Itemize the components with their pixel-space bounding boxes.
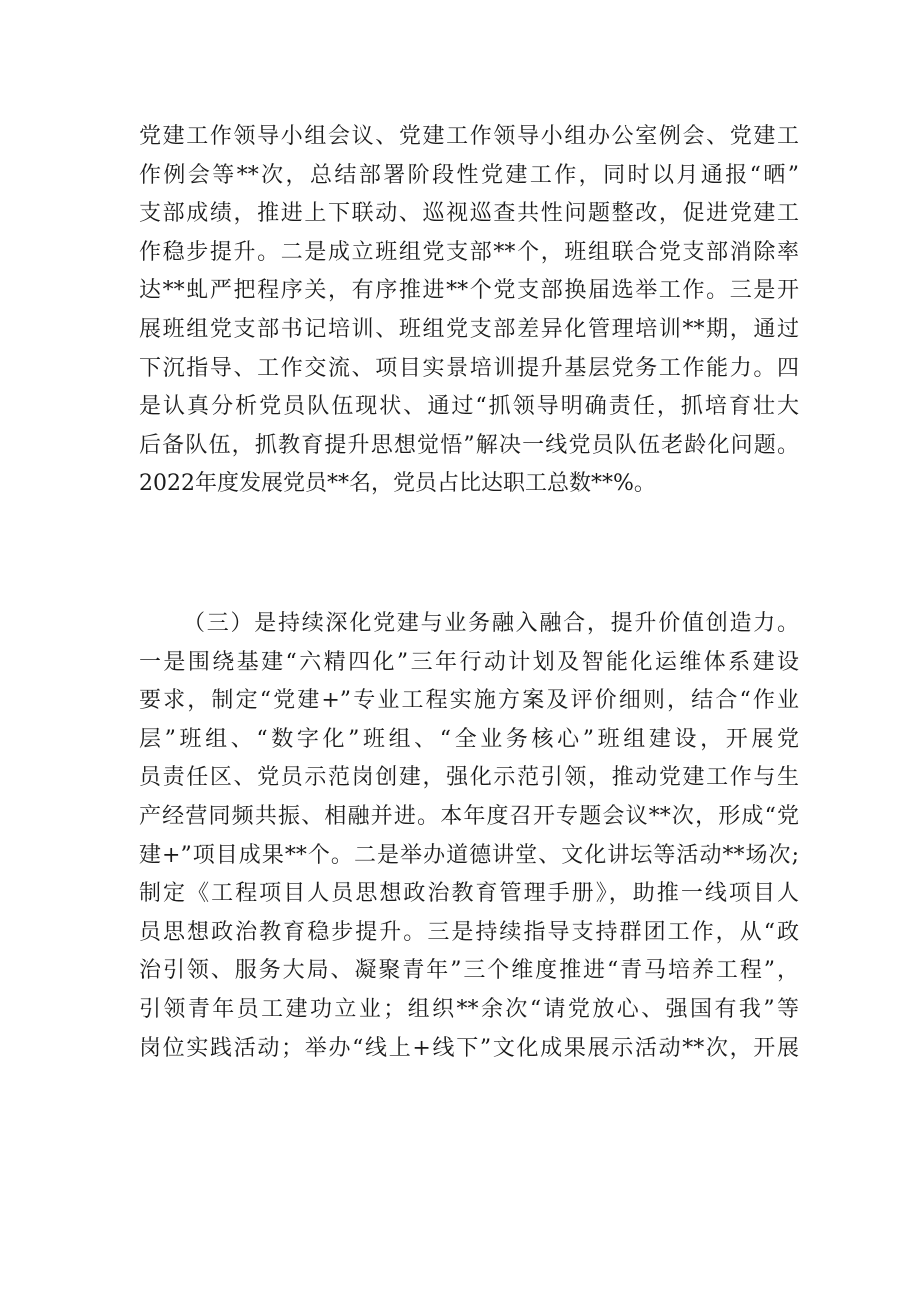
text-line: 引领青年员工建功立业；组织**余次“请党放心、强国有我”等 — [139, 996, 799, 1022]
text-line: 员思想政治教育稳步提升。三是持续指导支持群团工作，从“政 — [139, 919, 799, 945]
text-line: 下沉指导、工作交流、项目实景培训提升基层党务工作能力。四 — [139, 355, 799, 381]
text-line: 要求，制定“党建+”专业工程实施方案及评价细则，结合“作业 — [139, 688, 799, 714]
text-line: 治引领、服务大局、凝聚青年”三个维度推进“青马培养工程”， — [139, 958, 799, 984]
text-line: 达**虬严把程序关，有序推进**个党支部换届选举工作。三是开 — [139, 278, 799, 304]
paragraph-section-three — [139, 605, 799, 1068]
text-line: 员责任区、党员示范岗创建，强化示范引领，推动党建工作与生 — [139, 765, 799, 791]
text-line: 层”班组、“数字化”班组、“全业务核心”班组建设，开展党 — [139, 726, 799, 752]
section-heading-line: （三）是持续深化党建与业务融入融合，提升价值创造力。 — [183, 611, 799, 636]
text-line: 作稳步提升。二是成立班组党支部**个，班组联合党支部消除率 — [139, 239, 799, 265]
paragraph-party-building-work — [139, 118, 799, 504]
text-line: 是认真分析党员队伍现状、通过“抓领导明确责任，抓培育壮大 — [139, 394, 799, 420]
text-line: 后备队伍，抓教育提升思想觉悟”解决一线党员队伍老龄化问题。 — [139, 432, 799, 458]
text-line: 党建工作领导小组会议、党建工作领导小组办公室例会、党建工 — [139, 124, 799, 149]
text-line: 展班组党支部书记培训、班组党支部差异化管理培训**期，通过 — [139, 316, 799, 342]
text-line: 作例会等**次，总结部署阶段性党建工作，同时以月通报“晒” — [139, 162, 799, 188]
text-line: 建+”项目成果**个。二是举办道德讲堂、文化讲坛等活动**场次; — [139, 842, 799, 868]
text-line: 产经营同频共振、相融并进。本年度召开专题会议**次，形成“党 — [139, 803, 799, 829]
text-line: 2022年度发展党员**名，党员占比达职工总数**%。 — [139, 471, 656, 497]
text-line: 一是围绕基建“六精四化”三年行动计划及智能化运维体系建设 — [139, 649, 799, 675]
text-line: 岗位实践活动；举办“线上+线下”文化成果展示活动**次，开展 — [139, 1035, 799, 1061]
text-line: 支部成绩，推进上下联动、巡视巡查共性问题整改，促进党建工 — [139, 201, 799, 227]
text-line: 制定《工程项目人员思想政治教育管理手册》，助推一线项目人 — [139, 881, 799, 907]
